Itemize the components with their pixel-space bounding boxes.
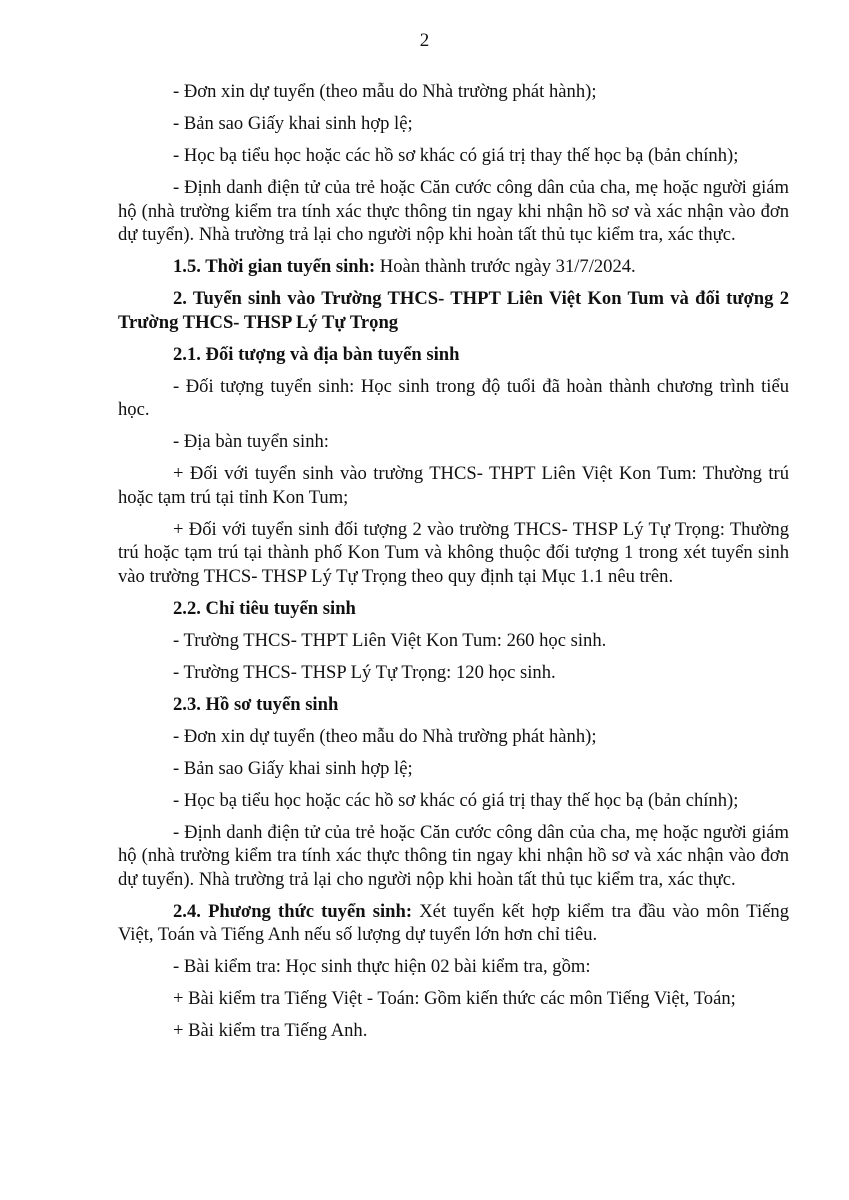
- paragraph-text: - Trường THCS- THPT Liên Việt Kon Tum: 260 học sinh.: [173, 629, 607, 651]
- paragraph-heading: 2.2. Chỉ tiêu tuyển sinh: [173, 597, 356, 619]
- paragraph-text: Hoàn thành trước ngày 31/7/2024.: [375, 256, 636, 277]
- paragraph: [118, 112, 789, 136]
- paragraph-text: - Trường THCS- THSP Lý Tự Trọng: 120 học sinh.: [173, 661, 556, 683]
- paragraph-heading: 2.1. Đối tượng và địa bàn tuyển sinh: [173, 343, 460, 365]
- paragraph-text: - Đơn xin dự tuyển (theo mẫu do Nhà trường phát hành);: [173, 81, 597, 102]
- paragraph: [118, 757, 789, 781]
- paragraph-text: + Bài kiểm tra Tiếng Anh.: [173, 1020, 368, 1041]
- page-number: 2: [419, 30, 430, 51]
- paragraph-text: + Bài kiểm tra Tiếng Việt - Toán: Gồm kiến thức các môn Tiếng Việt, Toán;: [173, 988, 736, 1009]
- paragraph-text: - Bài kiểm tra: Học sinh thực hiện 02 bài kiểm tra, gồm:: [173, 956, 591, 977]
- paragraph: [118, 725, 789, 749]
- paragraph-text: - Học bạ tiểu học hoặc các hồ sơ khác có giá trị thay thế học bạ (bản chính);: [173, 789, 739, 811]
- paragraph-text: - Học bạ tiểu học hoặc các hồ sơ khác có giá trị thay thế học bạ (bản chính);: [173, 145, 739, 166]
- paragraph-text: - Đối tượng tuyển sinh: Học sinh trong độ tuổi đã hoàn thành chương trình tiểu học.: [118, 375, 789, 420]
- paragraph: [118, 255, 789, 279]
- paragraph-text: - Đơn xin dự tuyển (theo mẫu do Nhà trường phát hành);: [173, 725, 597, 747]
- paragraph-text: - Định danh điện tử của trẻ hoặc Căn cước công dân của cha, mẹ hoặc người giám hộ (nhà trường kiểm tra tính xác thực thông tin ngay khi nhận hồ sơ và xác nhận vào đơn dự tuyển). Nhà trường trả lại cho người nộp khi hoàn tất thủ tục kiểm tra, xác thực.: [118, 821, 789, 890]
- paragraph: [118, 375, 789, 422]
- paragraph: [118, 955, 789, 979]
- document-body: [118, 80, 789, 1051]
- paragraph-text: - Địa bàn tuyển sinh:: [173, 431, 329, 452]
- paragraph: [118, 661, 789, 685]
- paragraph-text: - Định danh điện tử của trẻ hoặc Căn cước công dân của cha, mẹ hoặc người giám hộ (nhà trường kiểm tra tính xác thực thông tin ngay khi nhận hồ sơ và xác nhận vào đơn dự tuyển). Nhà trường trả lại cho người nộp khi hoàn tất thủ tục kiểm tra, xác thực.: [118, 177, 789, 245]
- paragraph-heading: 1.5. Thời gian tuyển sinh:: [173, 256, 376, 277]
- paragraph: [118, 789, 789, 813]
- paragraph: [118, 144, 789, 168]
- paragraph: [118, 693, 789, 717]
- paragraph: [118, 1019, 789, 1043]
- paragraph: [118, 287, 789, 334]
- paragraph: [118, 597, 789, 621]
- paragraph: [118, 430, 789, 454]
- paragraph-heading: 2.4. Phương thức tuyển sinh:: [173, 900, 413, 922]
- paragraph-text: + Đối với tuyển sinh đối tượng 2 vào trường THCS- THSP Lý Tự Trọng: Thường trú hoặc tạm trú tại thành phố Kon Tum và không thuộc đối tượng 1 trong xét tuyển sinh vào trường THCS- THSP Lý Tự Trọng theo quy định tại Mục 1.1 nêu trên.: [118, 518, 789, 587]
- paragraph: [118, 343, 789, 367]
- paragraph: [118, 80, 789, 104]
- paragraph: [118, 518, 789, 589]
- paragraph-text: - Bản sao Giấy khai sinh hợp lệ;: [173, 757, 413, 779]
- paragraph: [118, 821, 789, 892]
- paragraph-text: - Bản sao Giấy khai sinh hợp lệ;: [173, 113, 413, 134]
- paragraph: [118, 900, 789, 947]
- paragraph: [118, 629, 789, 653]
- paragraph-heading: 2.3. Hồ sơ tuyển sinh: [173, 693, 339, 715]
- paragraph: [118, 176, 789, 247]
- paragraph-text: + Đối với tuyển sinh vào trường THCS- THPT Liên Việt Kon Tum: Thường trú hoặc tạm trú tại tỉnh Kon Tum;: [118, 463, 789, 508]
- paragraph: [118, 462, 789, 509]
- paragraph-text: Xét tuyển kết hợp kiểm tra đầu vào môn Tiếng Việt, Toán và Tiếng Anh nếu số lượng dự tuyển lớn hơn chỉ tiêu.: [118, 900, 790, 945]
- paragraph: [118, 987, 789, 1011]
- paragraph-heading: 2. Tuyển sinh vào Trường THCS- THPT Liên Việt Kon Tum và đối tượng 2 Trường THCS- THSP Lý Tự Trọng: [118, 288, 789, 333]
